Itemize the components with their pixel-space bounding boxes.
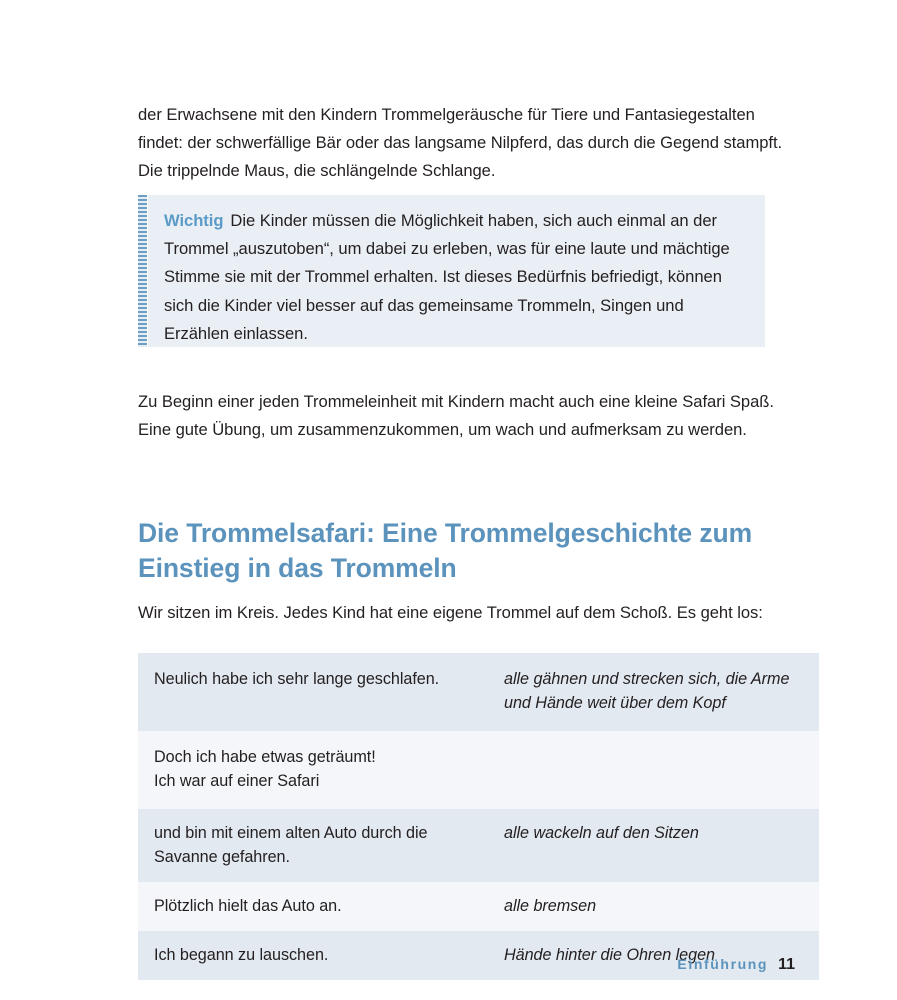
callout-striped-bar-icon: [138, 195, 147, 347]
story-table: [138, 653, 819, 980]
footer-section-label: Einführung: [677, 956, 769, 972]
table-row: [138, 731, 819, 809]
section-heading: Die Trommelsafari: Eine Trommelgeschichte zum Einstieg in das Trommeln: [138, 517, 753, 583]
table-cell-line: Neulich habe ich sehr lange geschlafen.: [154, 670, 440, 688]
footer-page-number: 11: [778, 956, 795, 973]
paragraph-safari: Zu Beginn einer jeden Trommeleinheit mit Kindern macht auch eine kleine Safari Spaß. Eine gute Übung, um zusammenzukommen, um wach und aufmerksam zu werden.: [138, 391, 774, 439]
table-cell-line: Ich begann zu lauschen.: [154, 946, 329, 964]
callout-wichtig: [138, 195, 796, 347]
table-row: [138, 882, 819, 931]
table-cell-action: Hände hinter die Ohren legen: [504, 946, 715, 964]
table-cell-action: alle gähnen und strecken sich, die Arme und Hände weit über dem Kopf: [504, 670, 790, 712]
table-cell-action: alle wackeln auf den Sitzen: [504, 824, 699, 842]
table-cell-action: [504, 731, 819, 809]
callout-label: Wichtig: [164, 211, 224, 230]
table-cell-line: Doch ich habe etwas geträumt! Ich war auf einer Safari: [154, 748, 376, 790]
table-cell-line: und bin mit einem alten Auto durch die Savanne gefahren.: [154, 824, 428, 866]
page-footer: [677, 955, 795, 974]
story-table-body: [138, 653, 819, 980]
table-row: [138, 809, 819, 882]
callout-body: [164, 207, 744, 348]
table-cell-line: Plötzlich hielt das Auto an.: [154, 897, 342, 915]
paragraph-kreis: Wir sitzen im Kreis. Jedes Kind hat eine eigene Trommel auf dem Schoß. Es geht los:: [138, 602, 763, 622]
table-row: [138, 653, 819, 731]
paragraph-intro: der Erwachsene mit den Kindern Trommelgeräusche für Tiere und Fantasiegestalten findet: der schwerfällige Bär oder das langsame Nilpferd, das durch die Gegend stampft. Die trippelnde Maus, die schlängelnde Schlange.: [138, 104, 783, 180]
table-cell-action: alle bremsen: [504, 897, 597, 915]
callout-text: Die Kinder müssen die Möglichkeit haben, sich auch einmal an der Trommel „auszutoben“, um dabei zu erleben, was für eine laute und mächtige Stimme sie mit der Trommel erhalten. Ist dieses Bedürfnis befriedigt, können sich die Kinder viel besser auf das gemeinsame Trommeln, Singen und Erzählen einlassen.: [164, 211, 730, 343]
